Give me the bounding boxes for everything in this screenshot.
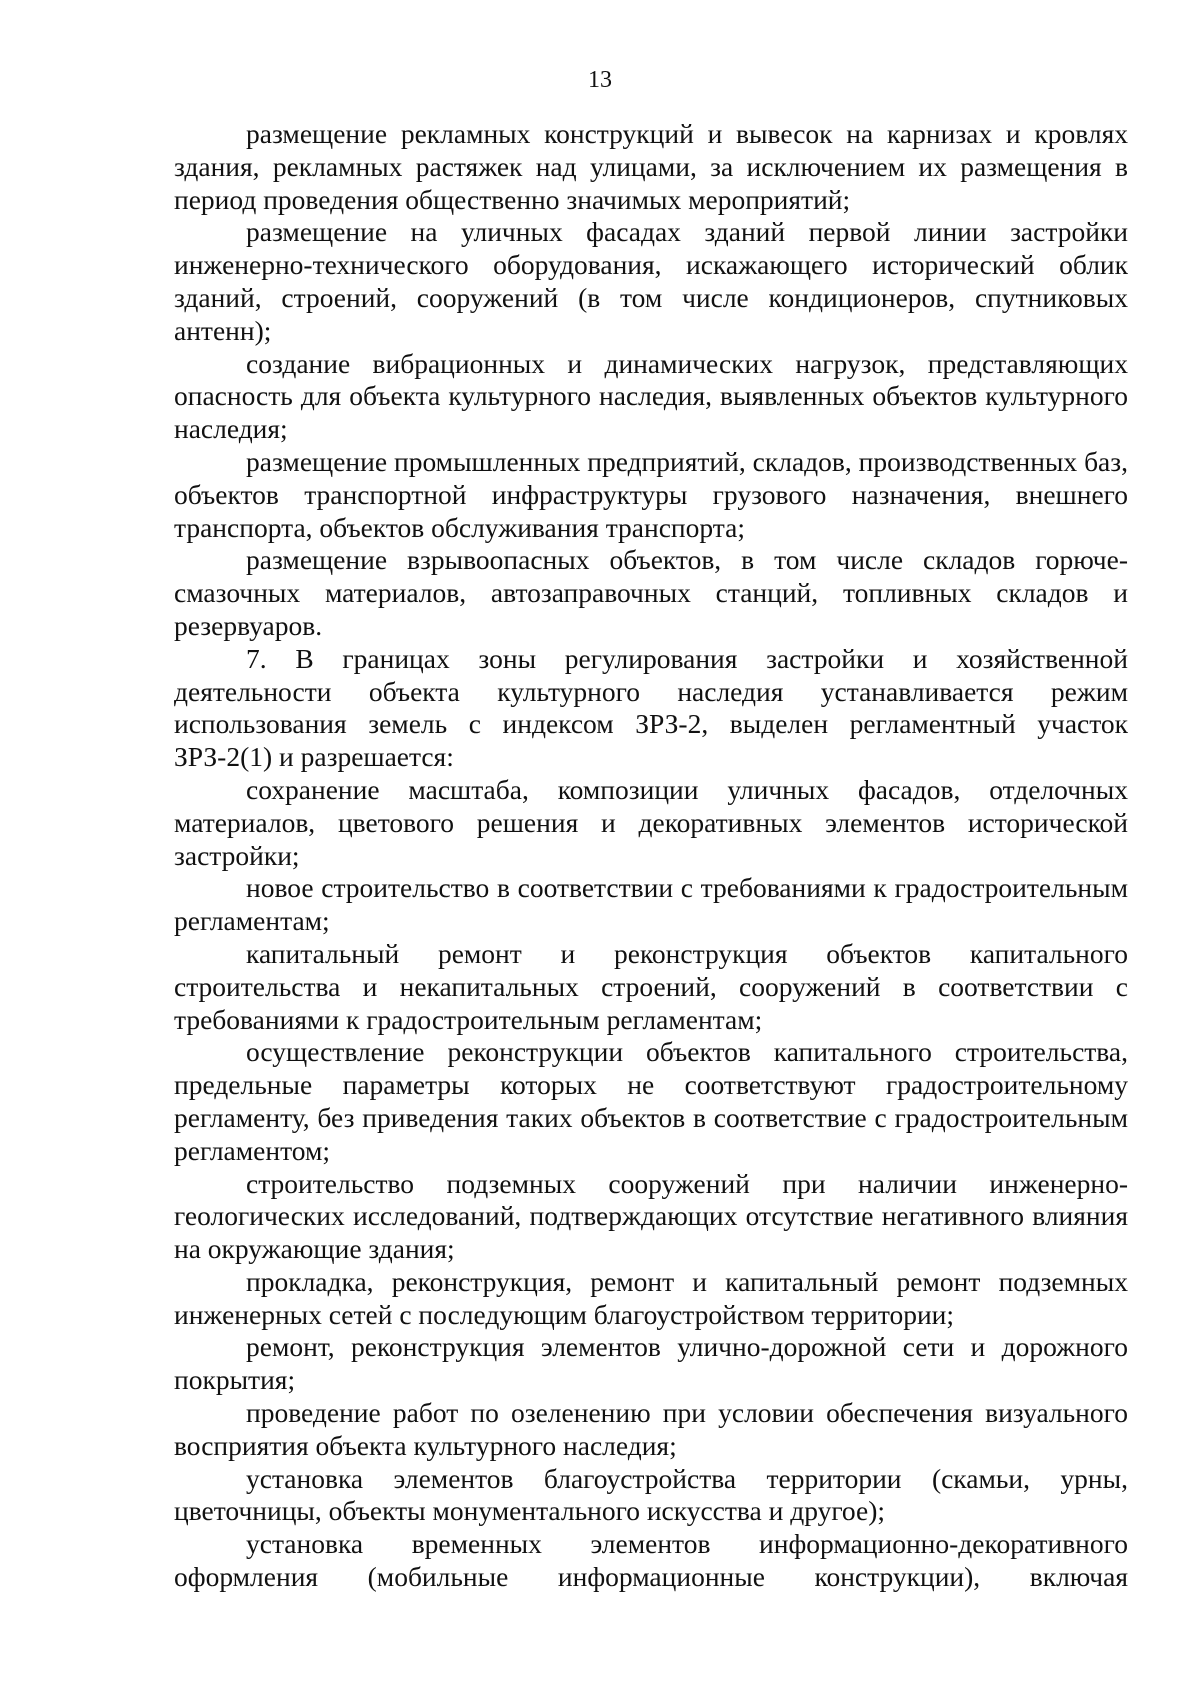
paragraph: размещение рекламных конструкций и вывесок на карнизах и кровлях здания, рекламных растяжек над улицами, за исключением их размещения в период проведения общественно значимых мероприятий; <box>174 118 1128 215</box>
paragraph: прокладка, реконструкция, ремонт и капитальный ремонт подземных инженерных сетей с последующим благоустройством территории; <box>174 1265 1128 1330</box>
paragraph: ремонт, реконструкция элементов улично-дорожной сети и дорожного покрытия; <box>174 1331 1128 1396</box>
document-body <box>174 118 1128 1594</box>
paragraph: установка элементов благоустройства территории (скамьи, урны, цветочницы, объекты монументального искусства и другое); <box>174 1462 1128 1527</box>
paragraph: капитальный ремонт и реконструкция объектов капитального строительства и некапитальных строений, сооружений в соответствии с требованиями к градостроительным регламентам; <box>174 937 1128 1035</box>
paragraph: новое строительство в соответствии с требованиями к градостроительным регламентам; <box>174 872 1128 937</box>
paragraph: размещение взрывоопасных объектов, в том числе складов горюче-смазочных материалов, автозаправочных станций, топливных складов и резервуаров. <box>174 544 1128 641</box>
paragraph-continued: установка временных элементов информационно-декоративного оформления (мобильные информационные конструкции), включая <box>174 1528 1128 1593</box>
paragraph: размещение на уличных фасадах зданий первой линии застройки инженерно-технического оборудования, искажающего исторический облик зданий, строений, сооружений (в том числе кондиционеров, спутниковых антенн); <box>174 216 1128 346</box>
paragraph: создание вибрационных и динамических нагрузок, представляющих опасность для объекта культурного наследия, выявленных объектов культурного наследия; <box>174 347 1128 445</box>
paragraph: строительство подземных сооружений при наличии инженерно-геологических исследований, подтверждающих отсутствие негативного влияния на окружающие здания; <box>174 1167 1128 1265</box>
paragraph: осуществление реконструкции объектов капитального строительства, предельные параметры которых не соответствуют градостроительному регламенту, без приведения таких объектов в соответствие с градостроительным регламентом; <box>174 1036 1128 1166</box>
page-number: 13 <box>588 67 612 93</box>
paragraph: сохранение масштаба, композиции уличных фасадов, отделочных материалов, цветового решения и декоративных элементов исторической застройки; <box>174 773 1128 871</box>
paragraph: проведение работ по озеленению при условии обеспечения визуального восприятия объекта культурного наследия; <box>174 1397 1128 1461</box>
paragraph: размещение промышленных предприятий, складов, производственных баз, объектов транспортной инфраструктуры грузового назначения, внешнего транспорта, объектов обслуживания транспорта; <box>174 445 1128 543</box>
section-7-paragraph: 7. В границах зоны регулирования застройки и хозяйственной деятельности объекта культурного наследия устанавливается режим использования земель с индексом ЗРЗ-2, выделен регламентный участок ЗРЗ-2(1) и разрешается: <box>174 642 1128 773</box>
